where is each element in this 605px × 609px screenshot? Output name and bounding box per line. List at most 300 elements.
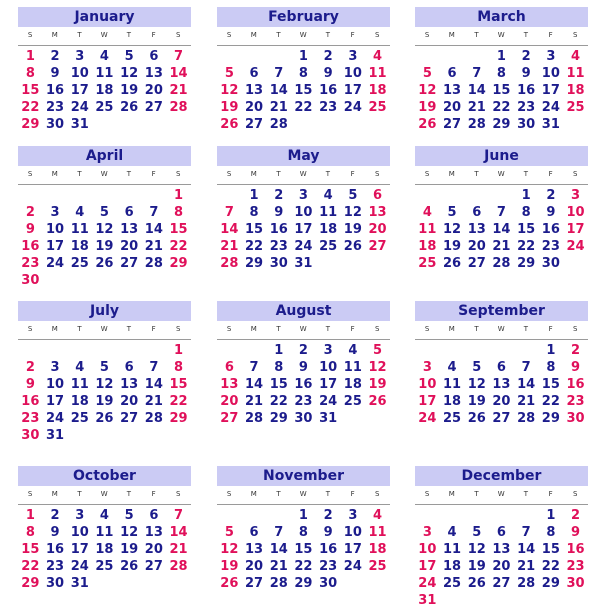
day-cell: 30 <box>517 117 536 132</box>
day-cell: 3 <box>50 360 60 375</box>
day-cell: 24 <box>70 559 89 574</box>
day-cell: 27 <box>144 100 163 115</box>
day-cell: 3 <box>348 508 358 523</box>
weekday-header-row <box>18 321 191 340</box>
weekday-label: T <box>77 31 83 39</box>
day-cell: 4 <box>99 49 109 64</box>
day-grid <box>18 505 191 592</box>
day-cell: 14 <box>220 222 239 237</box>
day-cell: 17 <box>418 559 437 574</box>
day-cell: 3 <box>75 508 85 523</box>
month-title: December <box>415 466 588 486</box>
day-cell: 7 <box>174 508 184 523</box>
day-cell: 25 <box>368 559 387 574</box>
day-cell: 5 <box>472 360 482 375</box>
weekday-label: S <box>226 325 232 333</box>
day-cell: 27 <box>368 239 387 254</box>
weekday-label: F <box>350 490 356 498</box>
month-title: January <box>18 7 191 27</box>
day-cell: 28 <box>169 559 188 574</box>
day-cell: 9 <box>521 66 531 81</box>
weekday-label: S <box>375 325 380 333</box>
day-grid <box>18 46 191 133</box>
month-block <box>18 7 191 133</box>
day-cell: 10 <box>45 222 65 237</box>
day-cell: 3 <box>546 49 556 64</box>
day-cell: 16 <box>269 222 288 237</box>
weekday-label: T <box>523 31 529 39</box>
month-title: August <box>217 301 390 321</box>
day-cell: 20 <box>144 83 163 98</box>
day-cell: 8 <box>496 66 506 81</box>
day-cell: 13 <box>144 66 163 81</box>
day-cell: 23 <box>269 239 288 254</box>
day-cell: 13 <box>492 542 511 557</box>
day-cell: 26 <box>95 256 114 271</box>
day-cell: 20 <box>144 542 163 557</box>
day-cell: 18 <box>566 83 585 98</box>
day-cell: 18 <box>368 542 387 557</box>
day-cell: 15 <box>492 83 511 98</box>
day-cell: 28 <box>269 576 288 591</box>
day-cell: 18 <box>343 377 362 392</box>
day-cell: 22 <box>541 559 560 574</box>
day-cell: 11 <box>566 66 585 81</box>
day-cell: 12 <box>220 83 239 98</box>
day-cell: 30 <box>319 576 338 591</box>
weekday-label: M <box>448 170 456 178</box>
day-cell: 11 <box>319 205 338 220</box>
day-cell: 28 <box>517 576 536 591</box>
weekday-label: W <box>299 31 308 39</box>
day-cell: 6 <box>373 188 383 203</box>
day-cell: 28 <box>492 256 511 271</box>
day-cell: 24 <box>45 256 65 271</box>
day-cell: 6 <box>472 205 482 220</box>
day-cell: 11 <box>343 360 362 375</box>
weekday-label: M <box>250 325 258 333</box>
day-cell: 18 <box>95 542 114 557</box>
day-cell: 9 <box>50 66 60 81</box>
weekday-header-row <box>415 486 588 505</box>
weekday-label: T <box>126 31 132 39</box>
day-cell: 20 <box>467 239 486 254</box>
day-cell: 12 <box>343 205 362 220</box>
weekday-label: T <box>276 490 282 498</box>
weekday-label: S <box>27 31 33 39</box>
day-cell: 28 <box>467 117 486 132</box>
day-cell: 17 <box>45 394 65 409</box>
day-cell: 22 <box>541 394 560 409</box>
day-cell: 11 <box>368 525 387 540</box>
day-cell: 26 <box>368 394 387 409</box>
day-cell: 23 <box>294 394 313 409</box>
day-cell: 11 <box>95 525 114 540</box>
day-cell: 9 <box>546 205 556 220</box>
day-grid <box>217 505 390 592</box>
weekday-label: S <box>573 490 578 498</box>
day-cell: 5 <box>447 205 457 220</box>
day-cell: 10 <box>566 205 585 220</box>
day-cell: 13 <box>144 525 163 540</box>
day-cell: 6 <box>249 525 259 540</box>
day-cell: 12 <box>95 222 114 237</box>
day-cell: 22 <box>21 100 40 115</box>
day-cell: 4 <box>75 205 85 220</box>
day-cell: 29 <box>21 576 40 591</box>
day-cell: 25 <box>95 559 114 574</box>
day-cell: 29 <box>541 411 560 426</box>
day-cell: 26 <box>120 559 139 574</box>
weekday-label: M <box>448 31 456 39</box>
day-cell: 27 <box>442 117 462 132</box>
day-cell: 6 <box>496 360 506 375</box>
day-cell: 26 <box>467 411 486 426</box>
day-cell: 16 <box>566 377 585 392</box>
weekday-label: T <box>474 31 480 39</box>
month-title: October <box>18 466 191 486</box>
weekday-header-row <box>415 321 588 340</box>
day-cell: 10 <box>343 525 362 540</box>
day-cell: 30 <box>45 576 65 591</box>
weekday-label: W <box>299 490 308 498</box>
weekday-label: S <box>375 490 380 498</box>
day-cell: 2 <box>323 49 333 64</box>
day-cell: 12 <box>368 360 387 375</box>
weekday-label: S <box>226 31 232 39</box>
day-grid <box>415 340 588 427</box>
day-cell: 17 <box>541 83 560 98</box>
weekday-label: S <box>573 325 578 333</box>
day-cell: 15 <box>541 377 560 392</box>
day-cell: 31 <box>541 117 560 132</box>
month-block <box>18 146 191 289</box>
day-cell: 15 <box>294 83 313 98</box>
day-cell: 2 <box>521 49 531 64</box>
day-cell: 16 <box>21 394 40 409</box>
day-cell: 5 <box>472 525 482 540</box>
day-cell: 21 <box>517 394 536 409</box>
weekday-label: M <box>250 31 258 39</box>
day-cell: 6 <box>124 205 134 220</box>
day-cell: 13 <box>492 377 511 392</box>
day-cell: 24 <box>343 100 362 115</box>
weekday-label: S <box>226 170 232 178</box>
day-cell: 15 <box>21 542 40 557</box>
weekday-label: T <box>474 170 480 178</box>
day-cell: 10 <box>70 525 89 540</box>
weekday-header-row <box>18 27 191 46</box>
day-cell: 19 <box>220 100 239 115</box>
day-cell: 29 <box>517 256 536 271</box>
day-cell: 1 <box>249 188 259 203</box>
day-cell: 21 <box>220 239 239 254</box>
day-cell: 2 <box>25 205 35 220</box>
day-cell: 28 <box>169 100 188 115</box>
day-cell: 23 <box>517 100 536 115</box>
day-cell: 14 <box>492 222 511 237</box>
month-title: July <box>18 301 191 321</box>
day-cell: 21 <box>269 100 288 115</box>
weekday-label: S <box>176 325 181 333</box>
day-cell: 8 <box>521 205 531 220</box>
day-cell: 24 <box>294 239 313 254</box>
day-cell: 20 <box>442 100 462 115</box>
day-cell: 17 <box>294 222 313 237</box>
day-cell: 14 <box>169 66 188 81</box>
day-cell: 7 <box>174 49 184 64</box>
weekday-label: M <box>448 490 456 498</box>
day-cell: 27 <box>492 576 511 591</box>
day-cell: 25 <box>70 411 89 426</box>
weekday-label: W <box>299 170 308 178</box>
day-cell: 8 <box>298 66 308 81</box>
day-cell: 16 <box>566 542 585 557</box>
day-cell: 9 <box>274 205 284 220</box>
day-cell: 29 <box>492 117 511 132</box>
weekday-label: F <box>350 31 356 39</box>
day-cell: 30 <box>45 117 65 132</box>
day-cell: 11 <box>95 66 114 81</box>
day-cell: 7 <box>274 66 284 81</box>
weekday-label: S <box>375 31 380 39</box>
day-cell: 15 <box>517 222 536 237</box>
weekday-label: T <box>276 325 282 333</box>
day-cell: 10 <box>319 360 338 375</box>
day-cell: 1 <box>546 343 556 358</box>
day-cell: 6 <box>447 66 457 81</box>
day-cell: 27 <box>144 559 163 574</box>
day-cell: 26 <box>95 411 114 426</box>
day-cell: 12 <box>120 525 139 540</box>
day-cell: 26 <box>120 100 139 115</box>
day-cell: 3 <box>348 49 358 64</box>
day-cell: 20 <box>220 394 239 409</box>
day-cell: 26 <box>442 256 462 271</box>
day-cell: 12 <box>467 377 486 392</box>
day-cell: 16 <box>541 222 560 237</box>
day-cell: 27 <box>120 411 139 426</box>
day-cell: 11 <box>70 377 89 392</box>
weekday-label: T <box>523 490 529 498</box>
day-cell: 21 <box>492 239 511 254</box>
weekday-header-row <box>217 486 390 505</box>
day-cell: 22 <box>169 239 188 254</box>
day-cell: 31 <box>418 593 437 608</box>
day-cell: 20 <box>492 559 511 574</box>
month-block <box>415 466 588 609</box>
weekday-label: W <box>100 31 109 39</box>
month-block <box>18 466 191 592</box>
day-cell: 1 <box>298 508 308 523</box>
day-cell: 22 <box>269 394 288 409</box>
day-cell: 1 <box>25 49 35 64</box>
weekday-header-row <box>18 486 191 505</box>
weekday-label: F <box>548 170 554 178</box>
month-title: February <box>217 7 390 27</box>
day-cell: 15 <box>169 377 188 392</box>
day-cell: 19 <box>368 377 387 392</box>
day-cell: 29 <box>21 117 40 132</box>
day-cell: 23 <box>566 559 585 574</box>
month-title: September <box>415 301 588 321</box>
day-cell: 5 <box>224 525 234 540</box>
day-cell: 14 <box>269 83 288 98</box>
day-grid <box>217 340 390 427</box>
weekday-label: F <box>350 325 356 333</box>
day-cell: 29 <box>294 576 313 591</box>
weekday-label: W <box>299 325 308 333</box>
day-cell: 5 <box>422 66 432 81</box>
day-cell: 25 <box>70 256 89 271</box>
weekday-label: T <box>126 325 132 333</box>
day-cell: 27 <box>467 256 486 271</box>
month-block <box>415 146 588 272</box>
day-cell: 8 <box>546 525 556 540</box>
day-cell: 9 <box>25 222 35 237</box>
day-cell: 4 <box>422 205 432 220</box>
day-cell: 4 <box>75 360 85 375</box>
weekday-label: T <box>276 31 282 39</box>
day-cell: 23 <box>566 394 585 409</box>
weekday-label: S <box>27 170 33 178</box>
day-cell: 2 <box>298 343 308 358</box>
weekday-label: T <box>325 170 331 178</box>
day-cell: 11 <box>368 66 387 81</box>
weekday-label: F <box>151 170 157 178</box>
day-cell: 30 <box>294 411 313 426</box>
day-cell: 29 <box>169 256 188 271</box>
day-cell: 27 <box>244 117 264 132</box>
day-cell: 23 <box>541 239 560 254</box>
day-cell: 30 <box>21 428 40 443</box>
day-cell: 28 <box>144 256 163 271</box>
day-cell: 24 <box>418 576 437 591</box>
day-cell: 19 <box>120 83 139 98</box>
day-cell: 17 <box>343 542 362 557</box>
day-cell: 3 <box>571 188 581 203</box>
day-cell: 14 <box>144 222 163 237</box>
day-cell: 22 <box>294 559 313 574</box>
day-cell: 31 <box>45 428 65 443</box>
day-cell: 24 <box>541 100 560 115</box>
day-cell: 19 <box>95 394 114 409</box>
day-cell: 12 <box>442 222 462 237</box>
day-cell: 3 <box>422 525 432 540</box>
day-cell: 1 <box>546 508 556 523</box>
weekday-label: T <box>474 490 480 498</box>
day-cell: 6 <box>224 360 234 375</box>
day-cell: 9 <box>25 377 35 392</box>
weekday-label: M <box>51 490 59 498</box>
day-cell: 7 <box>521 525 531 540</box>
weekday-label: M <box>51 325 59 333</box>
day-cell: 10 <box>343 66 362 81</box>
weekday-label: S <box>176 31 181 39</box>
day-cell: 18 <box>418 239 437 254</box>
day-cell: 23 <box>45 559 65 574</box>
month-block <box>217 146 390 272</box>
weekday-label: S <box>176 170 181 178</box>
day-cell: 24 <box>70 100 89 115</box>
day-cell: 7 <box>249 360 259 375</box>
weekday-label: S <box>424 325 430 333</box>
day-cell: 12 <box>120 66 139 81</box>
weekday-header-row <box>217 27 390 46</box>
weekday-label: M <box>51 170 59 178</box>
day-cell: 10 <box>541 66 560 81</box>
weekday-label: T <box>126 170 132 178</box>
day-cell: 13 <box>244 542 264 557</box>
day-cell: 19 <box>418 100 437 115</box>
day-cell: 9 <box>50 525 60 540</box>
day-cell: 4 <box>447 360 457 375</box>
day-cell: 28 <box>244 411 264 426</box>
day-cell: 20 <box>120 394 139 409</box>
day-cell: 2 <box>571 508 581 523</box>
weekday-label: W <box>497 490 506 498</box>
month-block <box>217 301 390 427</box>
day-cell: 21 <box>244 394 264 409</box>
day-cell: 30 <box>21 273 40 288</box>
weekday-label: W <box>497 170 506 178</box>
day-cell: 31 <box>294 256 313 271</box>
weekday-label: S <box>375 170 380 178</box>
day-cell: 24 <box>343 559 362 574</box>
weekday-header-row <box>217 166 390 185</box>
day-cell: 2 <box>50 508 60 523</box>
day-cell: 25 <box>95 100 114 115</box>
day-cell: 31 <box>70 576 89 591</box>
day-cell: 25 <box>319 239 338 254</box>
day-cell: 10 <box>45 377 65 392</box>
day-cell: 19 <box>467 394 486 409</box>
weekday-label: T <box>126 490 132 498</box>
day-cell: 17 <box>566 222 585 237</box>
day-cell: 22 <box>492 100 511 115</box>
day-cell: 24 <box>45 411 65 426</box>
day-cell: 19 <box>220 559 239 574</box>
weekday-header-row <box>18 166 191 185</box>
day-cell: 16 <box>294 377 313 392</box>
day-cell: 2 <box>50 49 60 64</box>
day-cell: 8 <box>249 205 259 220</box>
weekday-label: S <box>176 490 181 498</box>
day-cell: 29 <box>269 411 288 426</box>
day-cell: 21 <box>269 559 288 574</box>
day-cell: 9 <box>298 360 308 375</box>
day-cell: 1 <box>298 49 308 64</box>
weekday-label: T <box>276 170 282 178</box>
weekday-header-row <box>415 166 588 185</box>
day-cell: 14 <box>144 377 163 392</box>
day-cell: 7 <box>472 66 482 81</box>
day-cell: 9 <box>323 525 333 540</box>
weekday-label: M <box>448 325 456 333</box>
day-cell: 19 <box>467 559 486 574</box>
weekday-label: M <box>250 170 258 178</box>
day-cell: 26 <box>343 239 362 254</box>
day-cell: 17 <box>319 377 338 392</box>
day-cell: 22 <box>169 394 188 409</box>
day-cell: 11 <box>442 542 462 557</box>
month-title: June <box>415 146 588 166</box>
weekday-label: T <box>77 325 83 333</box>
weekday-label: S <box>573 170 578 178</box>
day-cell: 17 <box>70 83 89 98</box>
weekday-label: W <box>100 325 109 333</box>
day-cell: 6 <box>249 66 259 81</box>
